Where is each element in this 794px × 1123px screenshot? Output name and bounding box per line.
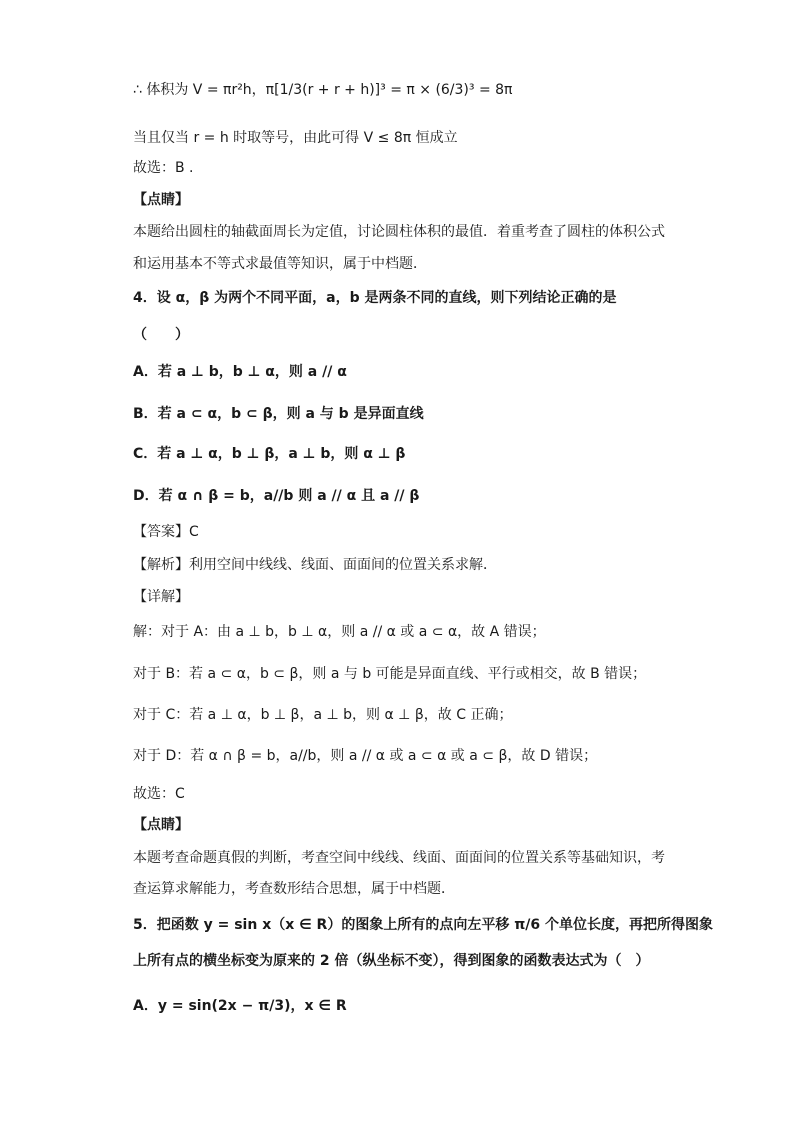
answer-label: 【答案】C	[133, 524, 199, 540]
formula-volume-line: ∴ 体积为 V = πr²h，π[1/3(r + r + h)]³ = π × (6/3)³ = 8π	[133, 82, 513, 98]
option-a: A．若 a ⊥ b，b ⊥ α，则 a // α	[133, 364, 347, 380]
comment-heading: 【点睛】	[133, 192, 189, 208]
option-c: C．若 a ⊥ α，b ⊥ β，a ⊥ b，则 α ⊥ β	[133, 446, 406, 462]
comment-text-line: 和运用基本不等式求最值等知识，属于中档题．	[133, 256, 427, 272]
detail-b-line: 对于 B：若 a ⊂ α，b ⊂ β，则 a 与 b 可能是异面直线、平行或相交，故 B 错误；	[133, 666, 647, 682]
analysis-line: 【解析】利用空间中线线、线面、面面间的位置关系求解．	[133, 557, 497, 573]
question-5-stem-line2: 上所有点的横坐标变为原来的 2 倍（纵坐标不变），得到图象的函数表达式为（ ）	[133, 953, 650, 969]
equality-condition-line: 当且仅当 r = h 时取等号，由此可得 V ≤ 8π 恒成立	[133, 130, 458, 146]
question-4-stem: 4．设 α，β 为两个不同平面，a，b 是两条不同的直线，则下列结论正确的是	[133, 290, 617, 306]
detail-heading: 【详解】	[133, 589, 189, 605]
question-5-option-a: A．y = sin(2x − π/3)，x ∈ R	[133, 998, 347, 1014]
question-5-stem-line1: 5．把函数 y = sin x（x ∈ R）的图象上所有的点向左平移 π/6 个单位长度，再把所得图象	[133, 917, 714, 933]
detail-d-line: 对于 D：若 α ∩ β = b，a//b，则 a // α 或 a ⊂ α 或 a ⊂ β，故 D 错误；	[133, 748, 598, 764]
question-4-blank: （ ）	[133, 327, 189, 343]
detail-a-line: 解：对于 A：由 a ⊥ b，b ⊥ α，则 a // α 或 a ⊂ α，故 A 错误；	[133, 624, 546, 640]
comment-2-line: 查运算求解能力，考查数形结合思想，属于中档题．	[133, 881, 455, 897]
option-b: B．若 a ⊂ α，b ⊂ β，则 a 与 b 是异面直线	[133, 406, 424, 422]
final-choice-line: 故选：C	[133, 786, 185, 802]
detail-c-line: 对于 C：若 a ⊥ α，b ⊥ β，a ⊥ b，则 α ⊥ β，故 C 正确；	[133, 707, 513, 723]
comment-text-line: 本题给出圆柱的轴截面周长为定值，讨论圆柱体积的最值．着重考查了圆柱的体积公式	[133, 224, 665, 240]
comment-heading-2: 【点睛】	[133, 817, 189, 833]
comment-2-line: 本题考查命题真假的判断，考查空间中线线、线面、面面间的位置关系等基础知识，考	[133, 850, 665, 866]
answer-line: 故选：B .	[133, 160, 194, 176]
option-d: D．若 α ∩ β = b，a//b 则 a // α 且 a // β	[133, 488, 420, 504]
